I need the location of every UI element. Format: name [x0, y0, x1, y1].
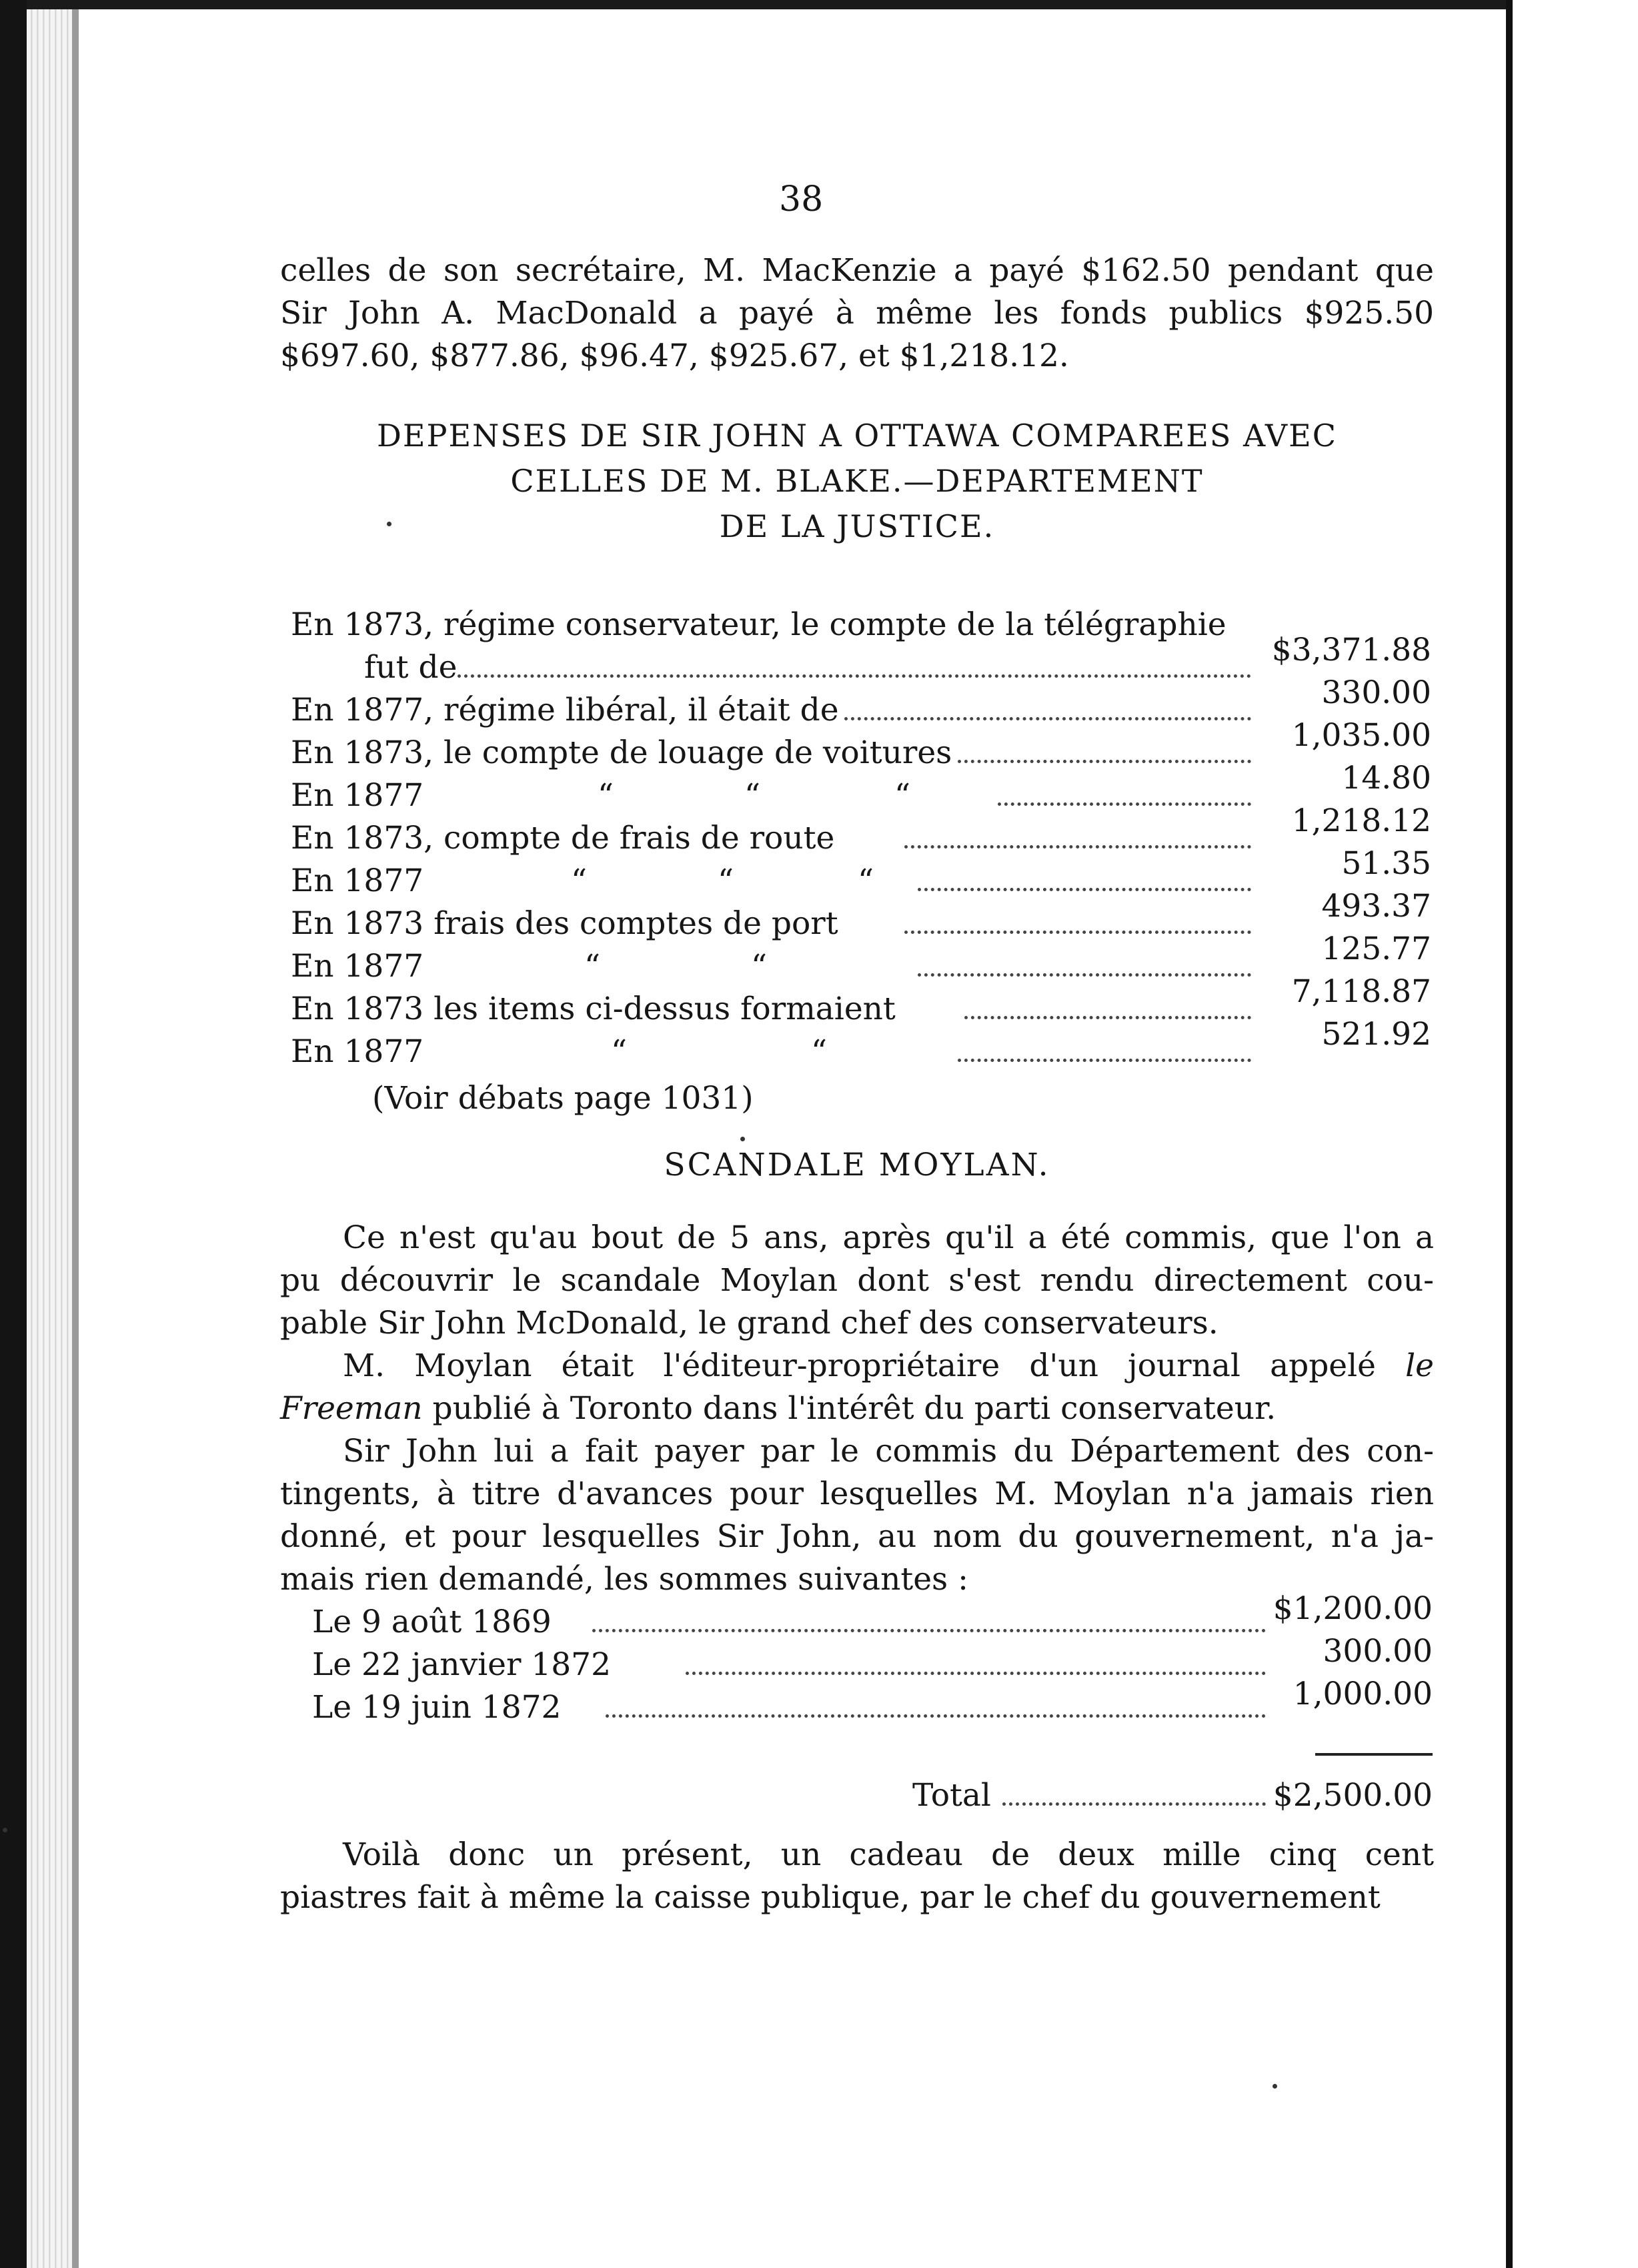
total-label: Total	[912, 1777, 991, 1814]
ditto-mark: “	[744, 777, 761, 814]
payment-row	[312, 1676, 1433, 1732]
ditto-mark: “	[894, 777, 911, 814]
text-line: Sir John lui a fait payer par le commis du Département des con-	[343, 1433, 1434, 1470]
italic-word: le	[1405, 1347, 1434, 1384]
ledger-label: En 1873, le compte de louage de voitures	[291, 734, 952, 771]
ledger-row	[291, 888, 1431, 948]
text-line: Voilà donc un présent, un cadeau de deux mille cinq cent	[343, 1836, 1434, 1873]
ledger-row	[291, 845, 1431, 905]
ledger-row	[291, 931, 1431, 991]
ledger-label: En 1873 frais des comptes de port	[291, 905, 838, 942]
section-heading-scandale: SCANDALE MOYLAN.	[664, 1147, 1050, 1183]
payment-date: Le 9 août 1869	[312, 1604, 552, 1640]
ledger-row	[291, 802, 1431, 863]
leader-dots	[958, 760, 1251, 763]
ditto-mark: “	[751, 948, 768, 985]
ledger-label: En 1873, régime conservateur, le compte de la télégraphie	[291, 606, 1226, 643]
text-line: donné, et pour lesquelles Sir John, au nom du gouvernement, n'a ja-	[280, 1518, 1434, 1555]
text-line	[280, 1345, 1434, 1387]
leader-dots	[686, 1672, 1266, 1675]
page-edge-shadow	[72, 9, 79, 2268]
right-margin	[1513, 0, 1638, 2268]
leader-dots	[458, 674, 1251, 678]
leader-dots	[918, 888, 1251, 891]
ink-speck	[1273, 2084, 1277, 2089]
ledger-amount: 7,118.87	[1291, 973, 1431, 1010]
ledger-row	[291, 674, 1431, 734]
text-line: pable Sir John McDonald, le grand chef des conservateurs.	[280, 1305, 1218, 1341]
debates-reference-note: (Voir débats page 1031)	[372, 1080, 754, 1117]
ditto-mark: “	[571, 863, 588, 899]
ledger-row	[291, 1016, 1431, 1076]
heading-line: DEPENSES DE SIR JOHN A OTTAWA COMPAREES AVEC	[377, 418, 1337, 454]
ink-speck	[740, 1137, 745, 1141]
payment-amount: 300.00	[1323, 1633, 1433, 1670]
payments-ledger	[312, 1590, 1433, 1732]
payment-row	[312, 1590, 1433, 1646]
ledger-label: En 1877	[291, 777, 424, 814]
ditto-mark: “	[811, 1033, 828, 1070]
ledger-label: En 1877	[291, 1033, 424, 1070]
page-number: 38	[779, 179, 824, 219]
ledger-row	[291, 717, 1431, 777]
ledger-amount: 1,035.00	[1291, 717, 1431, 754]
text-line	[280, 1387, 1434, 1430]
leader-dots	[904, 845, 1251, 848]
expenses-ledger	[291, 606, 1431, 1076]
scan-frame-left	[0, 0, 27, 2268]
newspaper-name: Freeman	[280, 1390, 423, 1427]
ledger-amount: 330.00	[1321, 674, 1431, 711]
ledger-label: En 1877, régime libéral, il était de	[291, 692, 839, 728]
ledger-amount: 1,218.12	[1291, 802, 1431, 839]
document-page	[79, 9, 1506, 2268]
ditto-mark: “	[718, 863, 734, 899]
ledger-row	[291, 760, 1431, 820]
ledger-label: En 1877	[291, 863, 424, 899]
text-span: publié à Toronto dans l'intérêt du parti conservateur.	[432, 1390, 1277, 1427]
ledger-label: En 1873, compte de frais de route	[291, 820, 835, 857]
text-line: tingents, à titre d'avances pour lesquelles M. Moylan n'a jamais rien	[280, 1476, 1434, 1512]
heading-line: CELLES DE M. BLAKE.—DEPARTEMENT	[510, 463, 1204, 499]
ledger-amount: 493.37	[1321, 888, 1431, 925]
ledger-row	[291, 973, 1431, 1033]
text-line: $697.60, $877.86, $96.47, $925.67, et $1,218.12.	[280, 338, 1069, 374]
text-line: piastres fait à même la caisse publique, par le chef du gouvernement	[280, 1879, 1381, 1916]
book-page-edges	[27, 9, 73, 2268]
payment-row	[312, 1633, 1433, 1689]
total-row-container	[312, 1777, 1433, 1820]
text-line: pu découvrir le scandale Moylan dont s'est rendu directement cou-	[280, 1262, 1434, 1299]
ledger-amount: 125.77	[1321, 931, 1431, 967]
text-line: Sir John A. MacDonald a payé à même les fonds publics $925.50	[280, 295, 1434, 332]
ditto-mark: “	[584, 948, 601, 985]
ink-speck	[387, 522, 391, 526]
section-heading-depenses	[280, 413, 1434, 549]
ledger-amount: 51.35	[1341, 845, 1431, 882]
leader-dots	[958, 1059, 1251, 1062]
leader-dots	[904, 931, 1251, 934]
heading-line: DE LA JUSTICE.	[719, 508, 995, 544]
ditto-mark: “	[598, 777, 614, 814]
leader-dots	[964, 1016, 1251, 1019]
leader-dots	[998, 802, 1251, 806]
ditto-mark: “	[611, 1033, 628, 1070]
leader-dots	[592, 1629, 1266, 1632]
book-spine-line	[1506, 0, 1513, 2268]
ink-speck	[3, 1828, 7, 1832]
text-line: mais rien demandé, les sommes suivantes :	[280, 1561, 968, 1598]
payment-amount: $1,200.00	[1273, 1590, 1433, 1627]
ledger-row	[291, 632, 1431, 692]
leader-dots	[1002, 1802, 1266, 1806]
scandal-paragraph-3	[280, 1430, 1434, 1601]
scandal-paragraph-1	[280, 1217, 1434, 1345]
ledger-row	[291, 606, 1431, 649]
scandal-paragraph-2	[280, 1345, 1434, 1430]
ledger-label: En 1877	[291, 948, 424, 985]
text-line: celles de son secrétaire, M. MacKenzie a payé $162.50 pendant que	[280, 252, 1434, 289]
ditto-mark: “	[858, 863, 874, 899]
leader-dots	[606, 1714, 1266, 1718]
payment-amount: 1,000.00	[1293, 1676, 1433, 1712]
total-rule	[1315, 1753, 1433, 1756]
payment-date: Le 19 juin 1872	[312, 1689, 562, 1726]
payment-date: Le 22 janvier 1872	[312, 1646, 611, 1683]
closing-paragraph	[280, 1834, 1434, 1919]
ledger-label: En 1873 les items ci-dessus formaient	[291, 991, 896, 1027]
ledger-amount: 521.92	[1321, 1016, 1431, 1053]
scan-frame-top	[0, 0, 1638, 9]
leader-dots	[918, 973, 1251, 977]
total-amount: $2,500.00	[1273, 1777, 1433, 1814]
ledger-label: fut de	[364, 649, 458, 686]
intro-paragraph	[280, 249, 1434, 378]
text-span: M. Moylan était l'éditeur-propriétaire d'un journal appelé	[343, 1347, 1376, 1384]
leader-dots	[844, 717, 1251, 720]
text-line: Ce n'est qu'au bout de 5 ans, après qu'il a été commis, que l'on a	[343, 1219, 1434, 1256]
ledger-amount: $3,371.88	[1271, 632, 1431, 668]
ledger-amount: 14.80	[1341, 760, 1431, 796]
total-row	[312, 1777, 1433, 1820]
